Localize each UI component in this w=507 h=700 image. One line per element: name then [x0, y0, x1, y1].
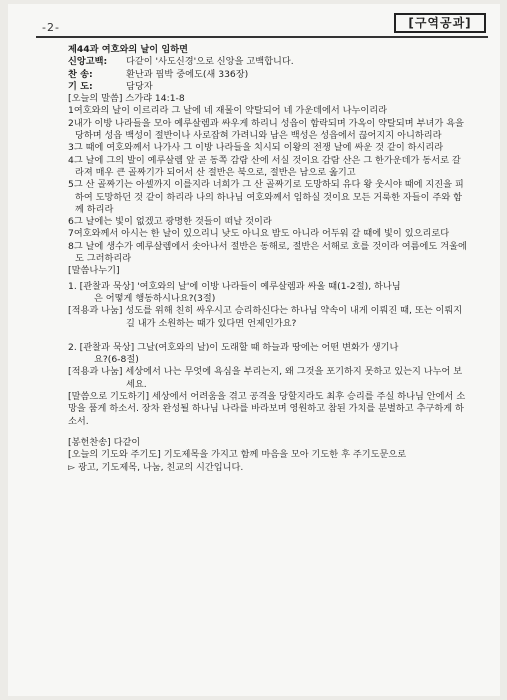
question-2	[68, 342, 468, 367]
lesson-title: 제44과 여호와의 날이 임하면	[68, 44, 189, 55]
closing-prayer: [오늘의 기도와 주기도] 기도제목을 가지고 함께 마음을 모아 기도한 후 주기도문으로	[68, 449, 407, 461]
confession-line	[68, 56, 468, 68]
prayer-leader-label: 기 도:	[68, 80, 93, 92]
verse-3: 3그 때에 여호와께서 나가사 그 이방 나라들을 치시되 이왕의 전쟁 날에 싸운 것 같이 하시리라	[68, 142, 444, 154]
verse-2: 2내가 이방 나라들을 모아 예루살렘과 싸우게 하리니 성읍이 함락되며 가옥이 약탈되며 부녀가 욕을 당하며 성읍 백성이 절반이나 사로잡혀 가려니와 남은 백성은 성읍에서 끊어지지 아니하리라	[68, 117, 464, 142]
question-1-line-1: 1. [관찰과 묵상] '여호와의 날'에 이방 나라들이 예루살렘과 싸울 때(1-2절), 하나님	[68, 280, 401, 292]
sharing-heading: [말씀나누기]	[68, 265, 120, 277]
application-2: [적용과 나눔] 세상에서 나는 무엇에 욕심을 부리는지, 왜 그것을 포기하지 못하고 있는지 나누어 보세요.	[68, 366, 463, 390]
page-number: -2-	[42, 21, 60, 34]
question-2-line-2: 요?(6-8절)	[94, 354, 139, 366]
verse-7: 7여호와께서 아시는 한 날이 있으리니 낮도 아니요 밤도 아니라 어두워 갈 때에 빛이 있으리로다	[68, 228, 450, 240]
hymn-line	[68, 69, 468, 81]
confession-text: 다같이 '사도신경'으로 신앙을 고백합니다.	[126, 56, 294, 68]
verse-6: 6그 날에는 빛이 없겠고 광명한 것들이 떠날 것이라	[68, 216, 272, 228]
section-badge: [구역공과]	[394, 13, 486, 33]
offering-hymn: [봉헌찬송] 다같이	[68, 436, 141, 448]
bulletin-page	[8, 4, 500, 696]
hymn-label: 찬 송:	[68, 68, 93, 80]
verse-8: 8그 날에 생수가 예루살렘에서 솟아나서 절반은 동해로, 절반은 서해로 흐를 것이라 여름에도 겨울에도 그러하리라	[68, 240, 467, 265]
verse-5: 5그 산 골짜기는 아셀까지 이를지라 너희가 그 산 골짜기로 도망하되 유다 왕 웃시야 때에 지진을 피하여 도망하던 것 같이 하리라 나의 하나님 여호와께서 임하실 것이요 모든 거룩한 자들이 주와 함께 하리라	[68, 179, 464, 215]
header-divider	[36, 36, 488, 38]
announcement-note: ▻ 광고, 기도제목, 나눔, 친교의 시간입니다.	[68, 461, 244, 473]
question-1	[68, 281, 468, 306]
hymn-text: 환난과 핍박 중에도(새 336장)	[126, 68, 249, 80]
prayer-paragraph: [말씀으로 기도하기] 세상에서 어려움을 겪고 공격을 당할지라도 최후 승리를 주실 하나님 안에서 소망을 품게 하소서. 장차 완성될 하나님 나라를 바라보며 영원하고 참된 가치를 분별하고 추구하게 하소서.	[68, 391, 466, 427]
prayer-leader-text: 담당자	[126, 80, 153, 92]
question-2-line-1: 2. [관찰과 묵상] 그날(여호와의 날)이 도래할 때 하늘과 땅에는 어떤 변화가 생기나	[68, 341, 399, 353]
prayer-leader-line	[68, 81, 468, 93]
confession-label: 신앙고백:	[68, 56, 108, 68]
lesson-content	[68, 44, 468, 474]
application-1: [적용과 나눔] 성도를 위해 친히 싸우시고 승리하신다는 하나님 약속이 내게 이뤄진 때, 또는 이뤄지길 내가 소원하는 때가 있다면 언제인가요?	[68, 305, 463, 329]
scripture-heading: [오늘의 말씀] 스가랴 14:1-8	[68, 93, 185, 105]
verse-4: 4그 날에 그의 발이 예루살렘 앞 곧 동쪽 감람 산에 서실 것이요 감람 산은 그 한가운데가 동서로 갈라져 매우 큰 골짜기가 되어서 산 절반은 북으로, 절반은 남으로 옮기고	[68, 154, 461, 178]
question-1-line-2: 은 어떻게 행동하시나요?(3절)	[94, 292, 216, 304]
verse-1: 1여호와의 날이 이르리라 그 날에 네 재물이 약탈되어 네 가운데에서 나누이리라	[68, 105, 388, 117]
